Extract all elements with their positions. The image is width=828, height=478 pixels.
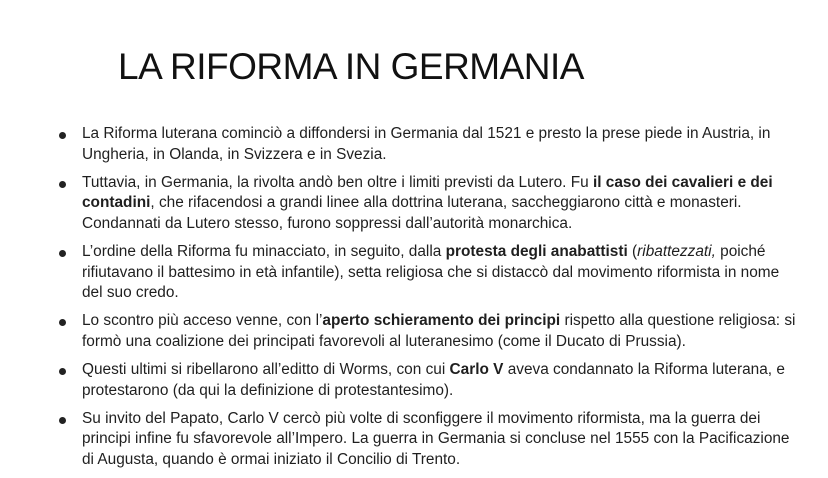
bullet-text: La Riforma luterana cominciò a diffondersi in Germania dal 1521 e presto la prese piede in Austria, in Ungheria, in Olanda, in Svizzera e in Svezia. [82, 125, 771, 163]
bullet-text: Lo scontro più acceso venne, con l’aperto schieramento dei principi rispetto alla questione religiosa: si formò una coalizione dei principati favorevoli al luteranesimo (come il Ducato di Prussia). [82, 312, 796, 350]
slide-title: LA RIFORMA IN GERMANIA [118, 46, 584, 87]
bullet-dot-icon [59, 417, 66, 424]
bullet-item [56, 360, 796, 401]
bullet-item [56, 409, 796, 471]
bullet-text: L’ordine della Riforma fu minacciato, in seguito, dalla protesta degli anabattisti (ribattezzati, poiché rifiutavano il battesimo in età infantile), setta religiosa che si distaccò dal movimento riformista in nome del suo credo. [82, 242, 780, 302]
bullet-list [56, 124, 796, 478]
bullet-dot-icon [59, 132, 66, 139]
bold-emphasis: protesta degli anabattisti [445, 242, 628, 260]
bullet-text: Su invito del Papato, Carlo V cercò più volte di sconfiggere il movimento riformista, ma la guerra dei principi infine fu sfavorevole all’Impero. La guerra in Germania si concluse nel 1555 con la Pacificazione di Augusta, quando è ormai iniziato il Concilio di Trento. [82, 409, 790, 468]
bullet-item [56, 311, 796, 352]
bullet-text: Tuttavia, in Germania, la rivolta andò ben oltre i limiti previsti da Lutero. Fu il caso dei cavalieri e dei contadini, che rifacendosi a grandi linee alla dottrina luterana, saccheggiarono città e monasteri. Condannati da Lutero stesso, furono soppressi dall’autorità monarchica. [82, 173, 773, 232]
bullet-dot-icon [59, 368, 66, 375]
bold-emphasis: aperto schieramento dei principi [322, 312, 561, 330]
bullet-item [56, 242, 796, 304]
bullet-dot-icon [59, 250, 66, 257]
bullet-dot-icon [59, 181, 66, 188]
bullet-item [56, 173, 796, 235]
bold-emphasis: il caso dei cavalieri e dei contadini [82, 173, 773, 212]
bullet-text: Questi ultimi si ribellarono all’editto di Worms, con cui Carlo V aveva condannato la Riforma luterana, e protestarono (da qui la definizione di protestantesimo). [82, 360, 785, 399]
bullet-dot-icon [59, 319, 66, 326]
bold-emphasis: Carlo V [449, 360, 504, 378]
bullet-item [56, 124, 796, 165]
italic-emphasis: ribattezzati, [637, 242, 716, 260]
